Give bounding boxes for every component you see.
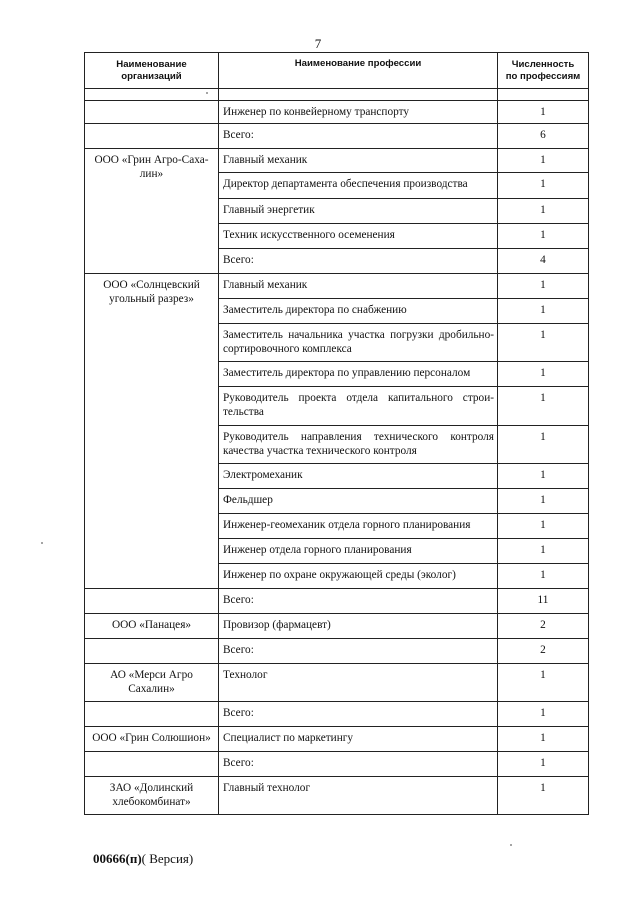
table-row [85, 777, 589, 815]
profession-cell: Специалист по маркетингу [219, 727, 498, 752]
scan-speck [206, 92, 208, 94]
organization-cell: АО «Мерси Агро Сахалин» [85, 664, 219, 702]
count-cell: 1 [498, 489, 589, 514]
organization-cell [85, 101, 219, 124]
count-cell: 1 [498, 173, 589, 199]
profession-cell: Всего: [219, 124, 498, 149]
profession-cell: Заместитель директора по управлению персоналом [219, 362, 498, 387]
count-cell: 1 [498, 362, 589, 387]
count-cell: 11 [498, 589, 589, 614]
table-spacer-row [85, 89, 589, 101]
organization-cell [85, 752, 219, 777]
profession-cell: Всего: [219, 752, 498, 777]
profession-cell: Технолог [219, 664, 498, 702]
count-cell: 2 [498, 639, 589, 664]
profession-cell: Всего: [219, 249, 498, 274]
count-cell: 1 [498, 426, 589, 464]
profession-cell: Всего: [219, 639, 498, 664]
count-cell: 1 [498, 149, 589, 173]
organization-cell [85, 639, 219, 664]
profession-cell: Провизор (фармацевт) [219, 614, 498, 639]
profession-cell: Фельдшер [219, 489, 498, 514]
organization-cell: ООО «Панацея» [85, 614, 219, 639]
profession-cell: Главный механик [219, 274, 498, 299]
organization-cell [85, 589, 219, 614]
table-row [85, 589, 589, 614]
table-body [85, 101, 589, 815]
profession-cell: Инженер по конвейерному транспорту [219, 101, 498, 124]
profession-cell: Всего: [219, 589, 498, 614]
count-cell: 1 [498, 101, 589, 124]
count-cell: 1 [498, 224, 589, 249]
document-version: ( Версия) [141, 851, 194, 866]
count-cell: 1 [498, 752, 589, 777]
table-row [85, 752, 589, 777]
organization-cell: ООО «Грин Солюшион» [85, 727, 219, 752]
professions-table [84, 52, 589, 815]
count-cell: 1 [498, 777, 589, 815]
count-cell: 1 [498, 702, 589, 727]
count-cell: 4 [498, 249, 589, 274]
document-footer [93, 851, 193, 867]
profession-cell: Главный энергетик [219, 199, 498, 224]
document-code: 00666(п) [93, 851, 142, 866]
count-cell: 6 [498, 124, 589, 149]
profession-cell: Электромеханик [219, 464, 498, 489]
header-organization: Наименование организаций [85, 53, 219, 89]
table-row [85, 274, 589, 299]
profession-cell: Инженер-геомеханик отдела горного планирования [219, 514, 498, 539]
profession-cell: Заместитель директора по снабжению [219, 299, 498, 324]
table-row [85, 614, 589, 639]
table-row [85, 124, 589, 149]
count-cell: 1 [498, 324, 589, 362]
profession-cell: Заместитель начальника участка погрузки дробильно-сортировочного комплекса [219, 324, 498, 362]
organization-cell: ЗАО «Долинский хлебокомбинат» [85, 777, 219, 815]
profession-cell: Директор департамента обеспечения производства [219, 173, 498, 199]
profession-cell: Главный механик [219, 149, 498, 173]
profession-cell: Всего: [219, 702, 498, 727]
organization-cell [85, 124, 219, 149]
organization-cell [85, 702, 219, 727]
profession-cell: Техник искусственного осеменения [219, 224, 498, 249]
organization-cell: ООО «Солнцевский угольный разрез» [85, 274, 219, 589]
table-row [85, 149, 589, 173]
count-cell: 2 [498, 614, 589, 639]
count-cell: 1 [498, 514, 589, 539]
table-row [85, 101, 589, 124]
count-cell: 1 [498, 274, 589, 299]
table-header-row [85, 53, 589, 89]
table-row [85, 639, 589, 664]
table-row [85, 664, 589, 702]
table-row [85, 727, 589, 752]
profession-cell: Инженер отдела горного планирования [219, 539, 498, 564]
organization-cell: ООО «Грин Агро-Саха-лин» [85, 149, 219, 274]
count-cell: 1 [498, 539, 589, 564]
profession-cell: Руководитель проекта отдела капитального строи-тельства [219, 387, 498, 426]
count-cell: 1 [498, 664, 589, 702]
profession-cell: Инженер по охране окружающей среды (эколог) [219, 564, 498, 589]
profession-cell: Руководитель направления технического контроля качества участка технического контроля [219, 426, 498, 464]
table-row [85, 702, 589, 727]
count-cell: 1 [498, 564, 589, 589]
header-count: Численность по профессиям [498, 53, 589, 89]
scan-speck [510, 844, 512, 846]
count-cell: 1 [498, 387, 589, 426]
scan-speck [41, 542, 43, 544]
page-number: 7 [314, 36, 322, 51]
profession-cell: Главный технолог [219, 777, 498, 815]
count-cell: 1 [498, 299, 589, 324]
count-cell: 1 [498, 727, 589, 752]
header-profession: Наименование профессии [219, 53, 498, 89]
count-cell: 1 [498, 199, 589, 224]
count-cell: 1 [498, 464, 589, 489]
